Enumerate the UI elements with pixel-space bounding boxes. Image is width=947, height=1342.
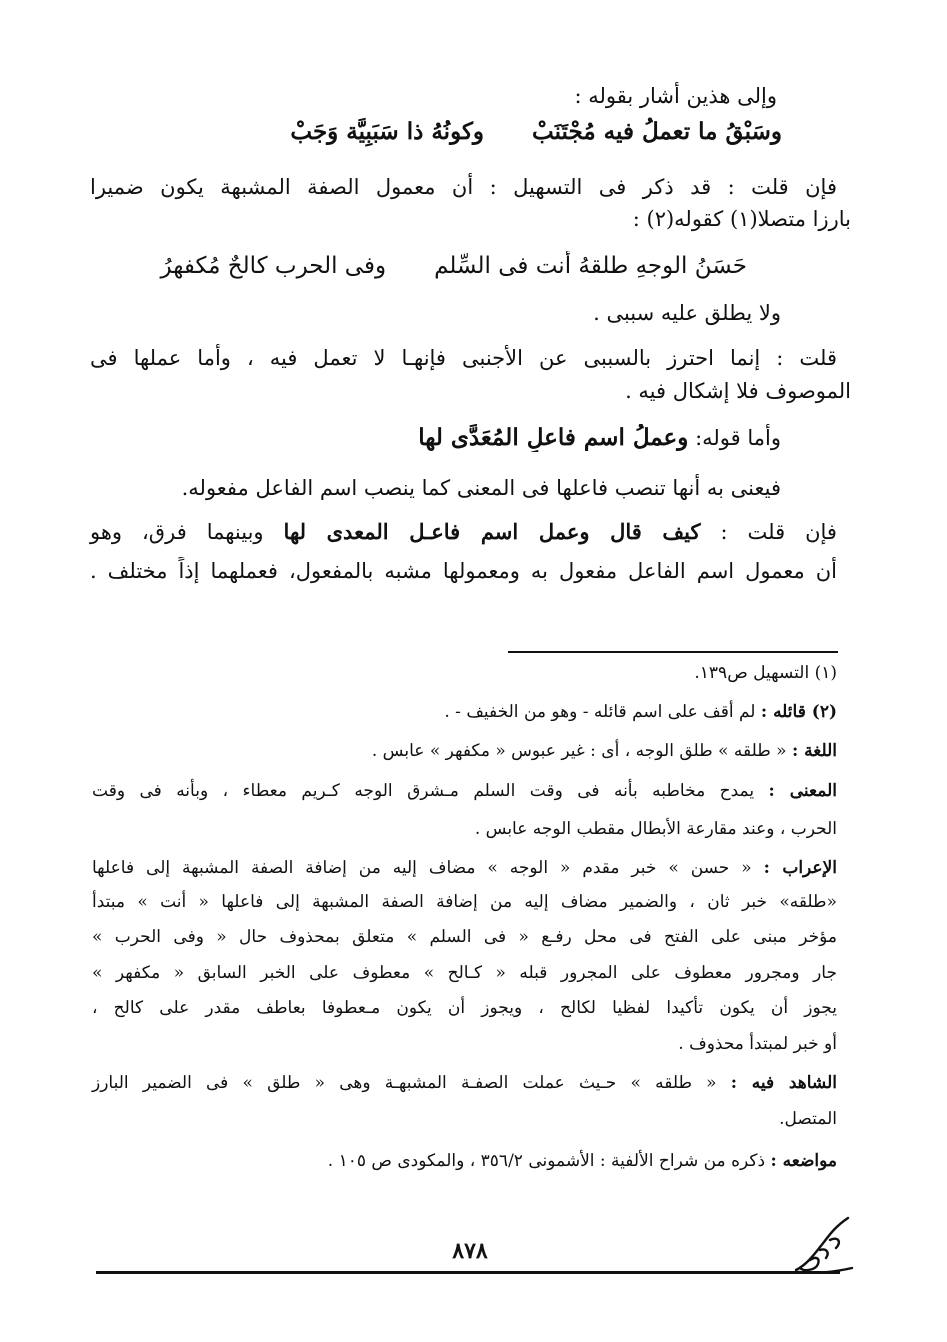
body-line: وإلى هذين أشار بقوله : xyxy=(574,84,777,108)
footnote-line: جار ومجرور معطوف على المجرور قبله « كـالح » معطوف على الخبر السابق « مكفهر » xyxy=(92,963,837,983)
footnote-mawadi xyxy=(0,1148,947,1174)
bottom-rule xyxy=(96,1271,840,1274)
body-line: فيعنى به أنها تنصب فاعلها فى المعنى كما ينصب اسم الفاعل مفعوله. xyxy=(181,476,781,500)
footnote-text: « طلقه » طلق الوجه ، أى : غير عبوس « مكفهر » عابس . xyxy=(371,741,787,761)
quote-intro: وأما قوله: xyxy=(695,426,781,450)
question-text: كيف قال وعمل اسم فاعـل المعدى لها xyxy=(283,519,701,544)
footnote-label: الشاهد فيه : xyxy=(730,1073,837,1093)
footnote-label: اللغة : xyxy=(791,741,837,761)
footnote-irab xyxy=(0,855,947,881)
poem-hemistich-right: حَسَنُ الوجهِ طلقهُ أنت فى السِّلم xyxy=(434,253,747,279)
footnote-text: « حسن » خبر مقدم « الوجه » مضاف إليه من إضافة الصفة المشبهة إلى فاعلها xyxy=(92,858,752,878)
body-line: قلت : إنما احترز بالسببى عن الأجنبى فإنهـا لا تعمل فيه ، وأما عملها فى xyxy=(90,346,837,370)
question-suffix: وبينهما فرق، وهو xyxy=(90,520,264,544)
page-number: ٨٧٨ xyxy=(452,1238,488,1264)
body-line: ولا يطلق عليه سببى . xyxy=(593,301,781,325)
footnote-label: مواضعه : xyxy=(770,1151,837,1171)
question-intro: فإن قلت : xyxy=(720,520,837,544)
footnote-line: أو خبر لمبتدأ محذوف . xyxy=(678,1034,837,1054)
footnote-line: المتصل. xyxy=(779,1109,837,1129)
footnote-line: يجوز أن يكون تأكيدا لفظيا لكالح ، ويجوز أن يكون مـعطوفا بعاطف مقدر على كالح ، xyxy=(92,998,837,1018)
body-line xyxy=(0,518,947,546)
footnote-text: « طلقه » حـيث عملت الصفـة المشبهـة وهى « طلق » فى الضمير البارز xyxy=(92,1073,717,1093)
footnote-label: (٢) قائله : xyxy=(760,702,837,722)
footnote-line: الحرب ، وعند مقارعة الأبطال مقطب الوجه عابس . xyxy=(474,819,837,839)
poem-hemistich-left: وفى الحرب كالحٌ مُكفهرُ xyxy=(160,253,387,279)
footnote-label: الإعراب : xyxy=(763,858,837,878)
footnote-line: مؤخر مبنى على الفتح فى محل رفـع « فى السلم » متعلق بمحذوف حال « وفى الحرب » xyxy=(92,927,837,947)
footnote-text: لم أقف على اسم قائله - وهو من الخفيف - . xyxy=(444,702,756,722)
footnote-mana xyxy=(0,778,947,804)
poem-verse xyxy=(0,117,947,147)
footnote-text: يمدح مخاطبه بأنه فى وقت السلم مـشرق الوجه كـريم معطاء ، وبأنه فى وقت xyxy=(92,781,755,801)
footnote-text: ذكره من شراح الألفية : الأشمونى ٣٥٦/٢ ، والمكودى ص ١٠٥ . xyxy=(327,1151,766,1171)
body-line: الموصوف فلا إشكال فيه . xyxy=(625,379,851,403)
poem-hemistich-right: وسَبْقُ ما تعملُ فيه مُجْتَنَبْ xyxy=(532,118,782,145)
footnote-separator xyxy=(508,651,838,653)
footnote-label: المعنى : xyxy=(768,781,837,801)
poem-hemistich-left: وكونُهُ ذا سَبَبِيَّة وَجَبْ xyxy=(290,118,485,145)
quote-text: وعملُ اسم فاعلِ المُعَدَّى لها xyxy=(418,424,689,451)
footnote-shahid xyxy=(0,1070,947,1096)
poem-verse xyxy=(0,251,947,281)
body-line xyxy=(0,424,947,452)
footnote-lugha xyxy=(0,738,947,764)
footnote-line: «طلقه» خبر ثان ، والضمير مضاف إليه من إضافة الصفة المشبهة إلى فاعلها « أنت » مبتدأ xyxy=(92,892,837,912)
body-line: فإن قلت : قد ذكر فى التسهيل : أن معمول الصفة المشبهة يكون ضميرا xyxy=(90,175,837,199)
footnote-1: (١) التسهيل ص١٣٩. xyxy=(694,663,837,683)
body-line: بارزا متصلا(١) كقوله(٢) : xyxy=(632,207,851,231)
footnote-2 xyxy=(0,699,947,725)
body-line: أن معمول اسم الفاعل مفعول به ومعمولها مشبه بالمفعول، فعملهما إذاً مختلف . xyxy=(90,559,837,583)
